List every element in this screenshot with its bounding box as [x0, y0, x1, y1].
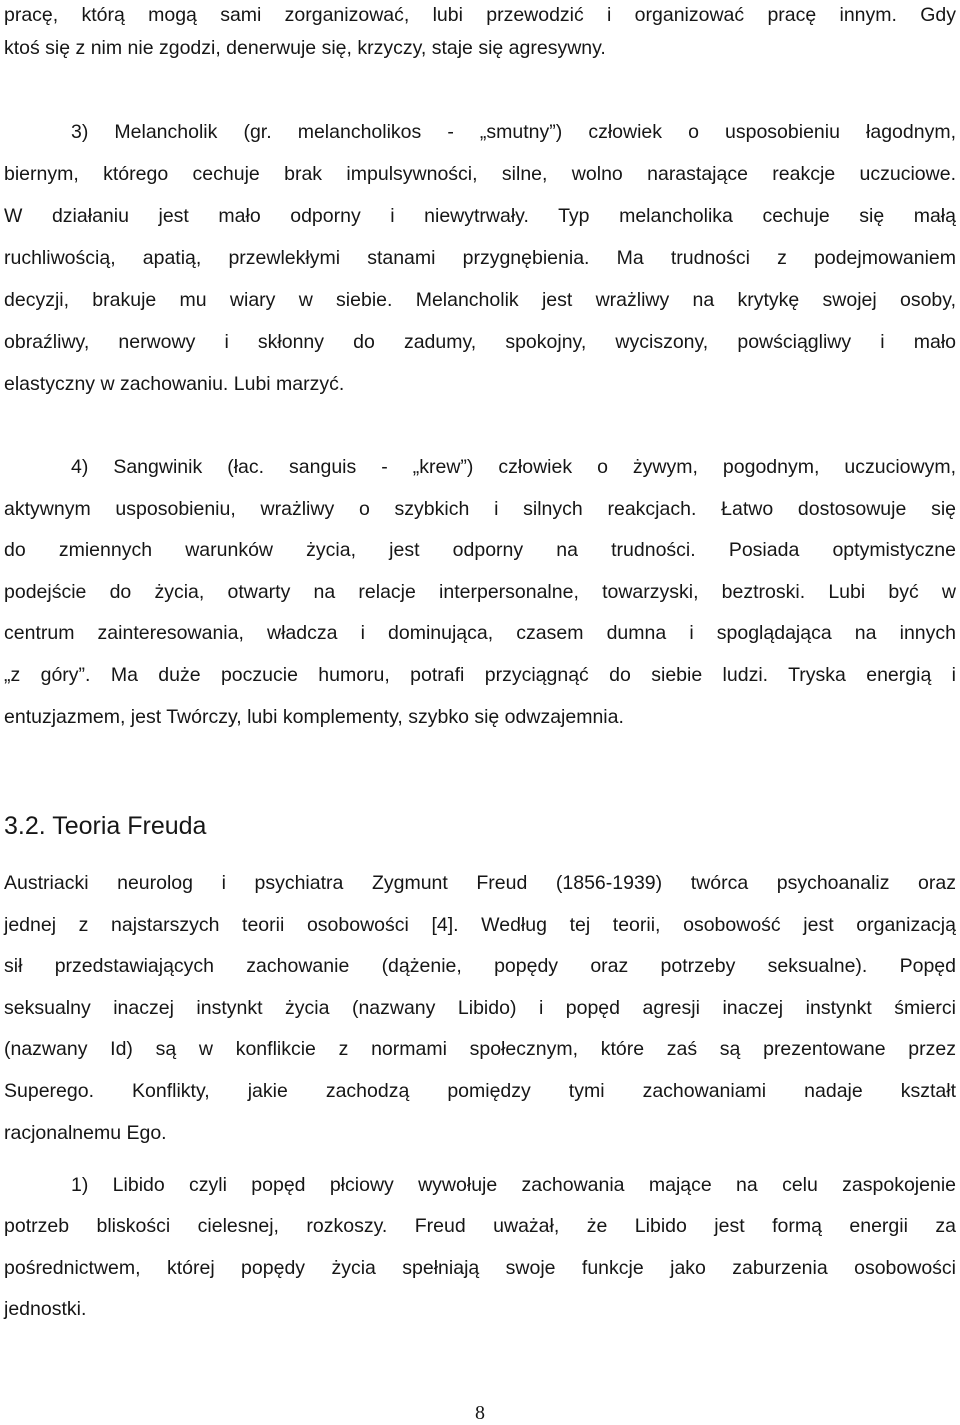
text-line: seksualny inaczej instynkt życia (nazwany Libido) i popęd agresji inaczej instynkt śmierci: [4, 997, 956, 1019]
text-line: sił przedstawiających zachowanie (dążenie, popędy oraz potrzeby seksualne). Popęd: [4, 955, 956, 977]
text-line: elastyczny w zachowaniu. Lubi marzyć.: [4, 373, 345, 395]
text-line: racjonalnemu Ego.: [4, 1122, 167, 1144]
text-line: Superego. Konflikty, jakie zachodzą pomiędzy tymi zachowaniami nadaje kształt: [4, 1080, 956, 1102]
text-line: potrzeb bliskości cielesnej, rozkoszy. Freud uważał, że Libido jest formą energii za: [4, 1215, 956, 1237]
section-heading: 3.2. Teoria Freuda: [4, 812, 207, 840]
text-line: entuzjazmem, jest Twórczy, lubi komplementy, szybko się odwzajemnia.: [4, 706, 624, 728]
text-line: pracę, którą mogą sami zorganizować, lubi przewodzić i organizować pracę innym. Gdy: [4, 4, 956, 26]
text-line: ktoś się z nim nie zgodzi, denerwuje się, krzyczy, staje się agresywny.: [4, 37, 606, 59]
text-line: jednostki.: [4, 1298, 87, 1320]
text-line: 1) Libido czyli popęd płciowy wywołuje zachowania mające na celu zaspokojenie: [71, 1174, 956, 1196]
text-line: 4) Sangwinik (łac. sanguis - „krew”) człowiek o żywym, pogodnym, uczuciowym,: [71, 456, 956, 478]
text-line: pośrednictwem, której popędy życia spełniają swoje funkcje jako zaburzenia osobowości: [4, 1257, 956, 1279]
text-line: do zmiennych warunków życia, jest odporny na trudności. Posiada optymistyczne: [4, 539, 956, 561]
text-line: Austriacki neurolog i psychiatra Zygmunt Freud (1856-1939) twórca psychoanaliz oraz: [4, 872, 956, 894]
text-line: podejście do życia, otwarty na relacje interpersonalne, towarzyski, beztroski. Lubi być w: [4, 581, 956, 603]
text-line: (nazwany Id) są w konflikcie z normami społecznym, które zaś są prezentowane przez: [4, 1038, 956, 1060]
text-line: ruchliwością, apatią, przewlekłymi stanami przygnębienia. Ma trudności z podejmowaniem: [4, 247, 956, 269]
text-line: aktywnym usposobieniu, wrażliwy o szybkich i silnych reakcjach. Łatwo dostosowuje się: [4, 498, 956, 520]
document-page: [4, 0, 956, 1425]
text-line: 3) Melancholik (gr. melancholikos - „smutny”) człowiek o usposobieniu łagodnym,: [71, 121, 956, 143]
text-line: centrum zainteresowania, władcza i dominująca, czasem dumna i spoglądająca na innych: [4, 622, 956, 644]
text-line: biernym, którego cechuje brak impulsywności, silne, wolno narastające reakcje uczuciowe.: [4, 163, 956, 185]
text-line: W działaniu jest mało odporny i niewytrwały. Typ melancholika cechuje się małą: [4, 205, 956, 227]
text-line: obraźliwy, nerwowy i skłonny do zadumy, spokojny, wyciszony, powściągliwy i mało: [4, 331, 956, 353]
page-number: 8: [475, 1402, 485, 1424]
text-line: decyzji, brakuje mu wiary w siebie. Melancholik jest wrażliwy na krytykę swojej osoby,: [4, 289, 956, 311]
text-line: „z góry”. Ma duże poczucie humoru, potrafi przyciągnąć do siebie ludzi. Tryska energią i: [4, 664, 956, 686]
text-line: jednej z najstarszych teorii osobowości [4]. Według tej teorii, osobowość jest organizacją: [4, 914, 956, 936]
